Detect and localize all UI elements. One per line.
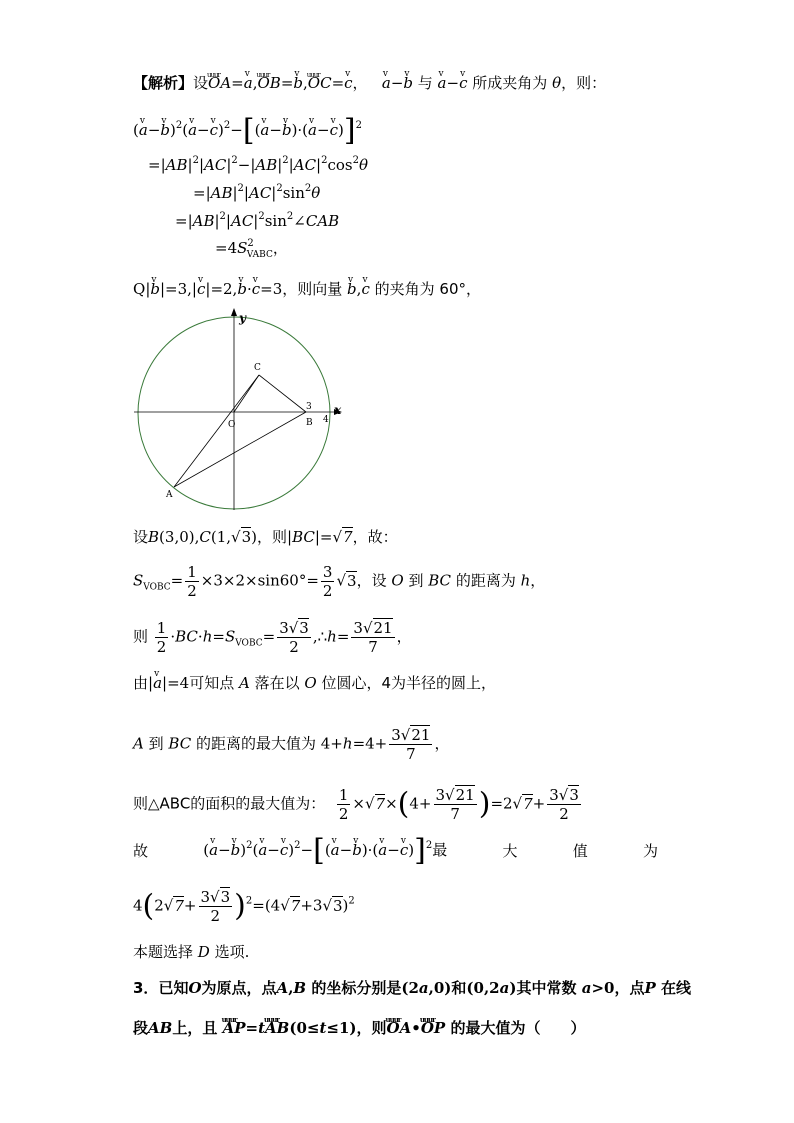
label-y: y bbox=[239, 311, 246, 325]
segment-ab bbox=[174, 412, 306, 487]
label-c: C bbox=[254, 363, 261, 373]
analysis-line-12: 则△ABC的面积的最大值为： $\frac{1}{2}$ ×√7×(4+ $\frac{3√21}{7}$ )=2√7+ $\frac{3√3}{2}$ bbox=[133, 786, 579, 823]
analysis-label: 【解析】 bbox=[133, 74, 194, 92]
tick-3: 3 bbox=[306, 402, 312, 412]
formula-line-3: $=|AB|^2|AC|^2\sin^2\theta$ bbox=[193, 183, 321, 202]
segment-oc bbox=[234, 375, 259, 412]
analysis-line-10: 由|v a|=4可知点 A 落在以 O 位圆心，4为半径的圆上， bbox=[133, 673, 496, 693]
formula-line-1: (v a−v b)$^2$(v a−v c)$^2$−[(v a−v b)·(v a−v c)]$^2$ bbox=[133, 120, 362, 141]
label-a: A bbox=[166, 490, 173, 500]
question-3-line-1: 3．已知O为原点，点A,B 的坐标分别是(2a,0)和(0,2a)其中常数 a>0，点P 在线 bbox=[133, 979, 692, 997]
analysis-line-11: A 到 BC 的距离的最大值为 4+h=4+ $\frac{3√21}{7}$ ， bbox=[133, 726, 450, 763]
analysis-line-14: 4(2√7+ $\frac{3√3}{2}$ )$^2=(4√7+3√3)^2$ bbox=[133, 888, 355, 925]
coordinate-figure bbox=[130, 305, 355, 515]
label-o: O bbox=[228, 420, 236, 430]
label-x: x bbox=[334, 403, 342, 417]
analysis-line-9: 则 $\frac{1}{2}$ $\cdot BC\cdot h=S_{VOBC}=$ $\frac{3√3}{2}$ ,∴h= $\frac{3√21}{7}$ ， bbox=[133, 619, 412, 656]
formula-line-2: $=|AB|^2|AC|^2-|AB|^2|AC|^2\cos^2\theta$ bbox=[148, 155, 369, 174]
segment-cb bbox=[259, 375, 306, 412]
formula-line-5: $=4S^2_{VABC}$， bbox=[215, 238, 288, 260]
label-b: B bbox=[306, 418, 313, 428]
tick-4: 4 bbox=[323, 415, 329, 425]
analysis-line-15: 本题选择 D 选项. bbox=[133, 943, 250, 961]
analysis-line-1: 【解析】设uuur OA=v a,uuur OB=v b,uuur OC=v c， v a−v b 与 v a−v c 所成夹角为 θ，则： bbox=[133, 73, 606, 93]
analysis-line-6: Q|v b|=3,|v c|=2,v b·v c=3，则向量 v b,v c 的夹角为 60°， bbox=[133, 279, 481, 299]
formula-line-4: $=|AB|^2|AC|^2\sin^2\angle CAB$ bbox=[175, 211, 340, 230]
segment-ca bbox=[174, 375, 259, 487]
y-axis-arrow bbox=[231, 308, 237, 316]
question-3-line-2: 段AB上，且 uuur AP=tuuur AB(0≤t≤1)，则uuur OA•uuur OP 的最大值为（ ） bbox=[133, 1018, 585, 1038]
analysis-line-7: 设B(3,0),C(1,√3)，则|BC|=√7，故： bbox=[133, 528, 398, 546]
analysis-line-8: $S_{VOBC}=$ $\frac{1}{2}$ ×3×2×sin60°= $\frac{3}{2}$ √3，设 O 到 BC 的距离为 h， bbox=[133, 563, 546, 600]
analysis-line-13: 故 (v a−v b)$^2$(v a−v c)$^2$−[(v a−v b)·(v a−v c)]$^2$最 大 值 为 bbox=[133, 840, 658, 861]
